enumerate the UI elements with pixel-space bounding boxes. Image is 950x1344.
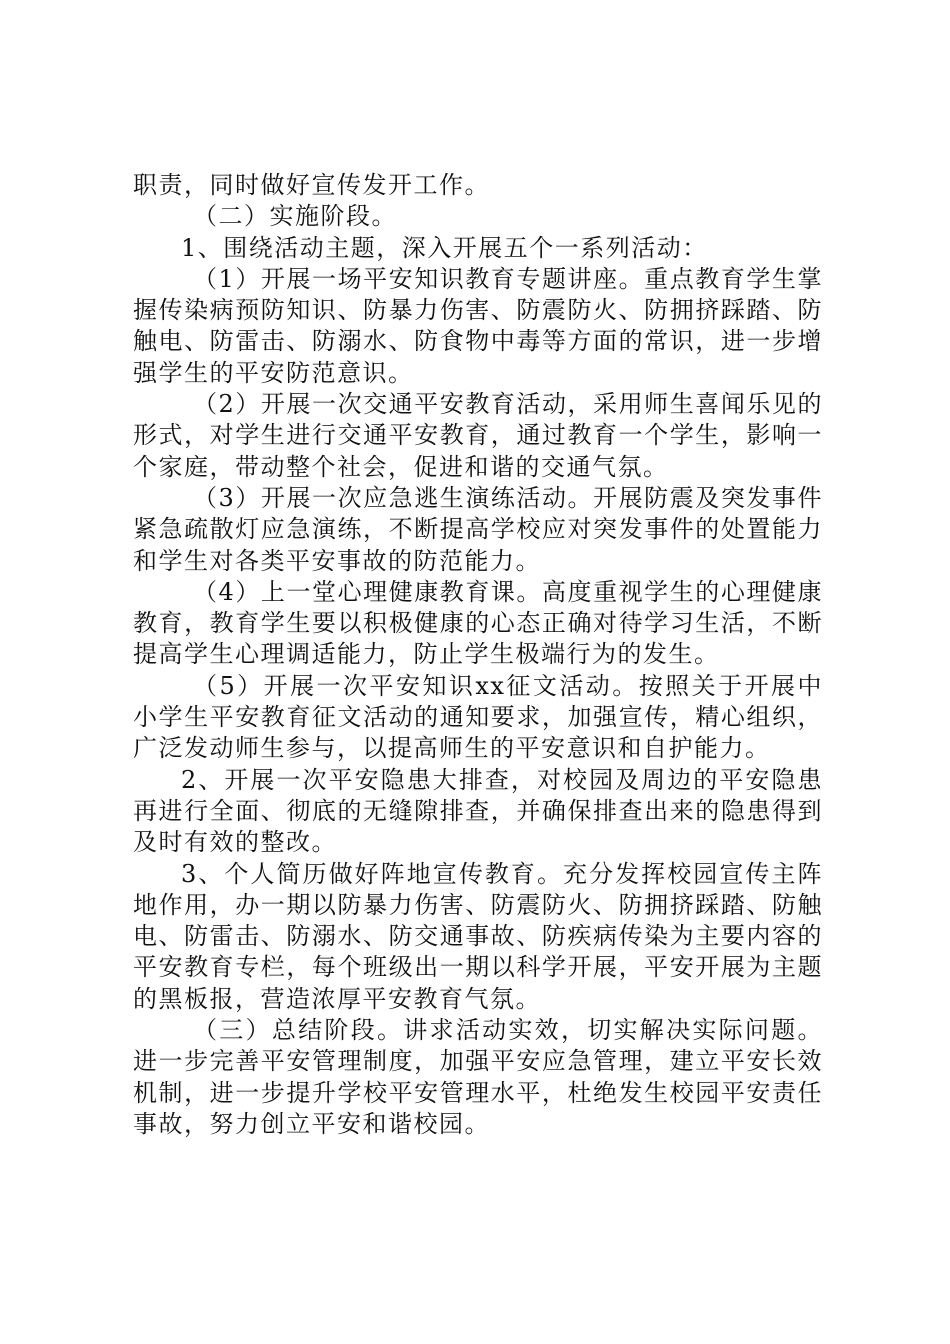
section-heading-implementation: （二）实施阶段。 xyxy=(193,202,397,231)
paragraph-subitem-4: （4）上一堂心理健康教育课。高度重视学生的心理健康教育，教育学生要以积极健康的心态正确对待学习生活，不断提高学生心理调适能力，防止学生极端行为的发生。 xyxy=(133,577,823,669)
paragraph-continuation: 职责，同时做好宣传发开工作。 xyxy=(133,171,490,199)
paragraph-item-3: 3、个人简历做好阵地宣传教育。充分发挥校园宣传主阵地作用，办一期以防暴力伤害、防震防火、防拥挤踩踏、防触电、防雷击、防溺水、防交通事故、防疾病传染为主要内容的平安教育专栏，每个班级出一期以科学开展，平安开展为主题的黑板报，营造浓厚平安教育气氛。 xyxy=(133,859,823,1013)
section-summary: （三）总结阶段。讲求活动实效，切实解决实际问题。进一步完善平安管理制度，加强平安应急管理，建立平安长效机制，进一步提升学校平安管理水平，杜绝发生校园平安责任事故，努力创立平安和谐校园。 xyxy=(133,1016,823,1138)
paragraph-subitem-2: （2）开展一次交通平安教育活动，采用师生喜闻乐见的形式，对学生进行交通平安教育，通过教育一个学生，影响一个家庭，带动整个社会，促进和谐的交通气氛。 xyxy=(133,390,823,481)
paragraph-subitem-3: （3）开展一次应急逃生演练活动。开展防震及突发事件紧急疏散灯应急演练，不断提高学校应对突发事件的处置能力和学生对各类平安事故的防范能力。 xyxy=(133,483,823,575)
paragraph-item-2: 2、开展一次平安隐患大排查，对校园及周边的平安隐患再进行全面、彻底的无缝隙排查，并确保排查出来的隐患得到及时有效的整改。 xyxy=(133,765,823,857)
document-body xyxy=(133,170,823,1140)
paragraph-subitem-5: （5）开展一次平安知识xx征文活动。按照关于开展中小学生平安教育征文活动的通知要求，加强宣传，精心组织，广泛发动师生参与，以提高师生的平安意识和自护能力。 xyxy=(133,671,823,763)
paragraph-item-1: 1、围绕活动主题，深入开展五个一系列活动： xyxy=(181,233,708,262)
paragraph-subitem-1: （1）开展一场平安知识教育专题讲座。重点教育学生掌握传染病预防知识、防暴力伤害、防震防火、防拥挤踩踏、防触电、防雷击、防溺水、防食物中毒等方面的常识，进一步增强学生的平安防范意识。 xyxy=(133,264,823,387)
